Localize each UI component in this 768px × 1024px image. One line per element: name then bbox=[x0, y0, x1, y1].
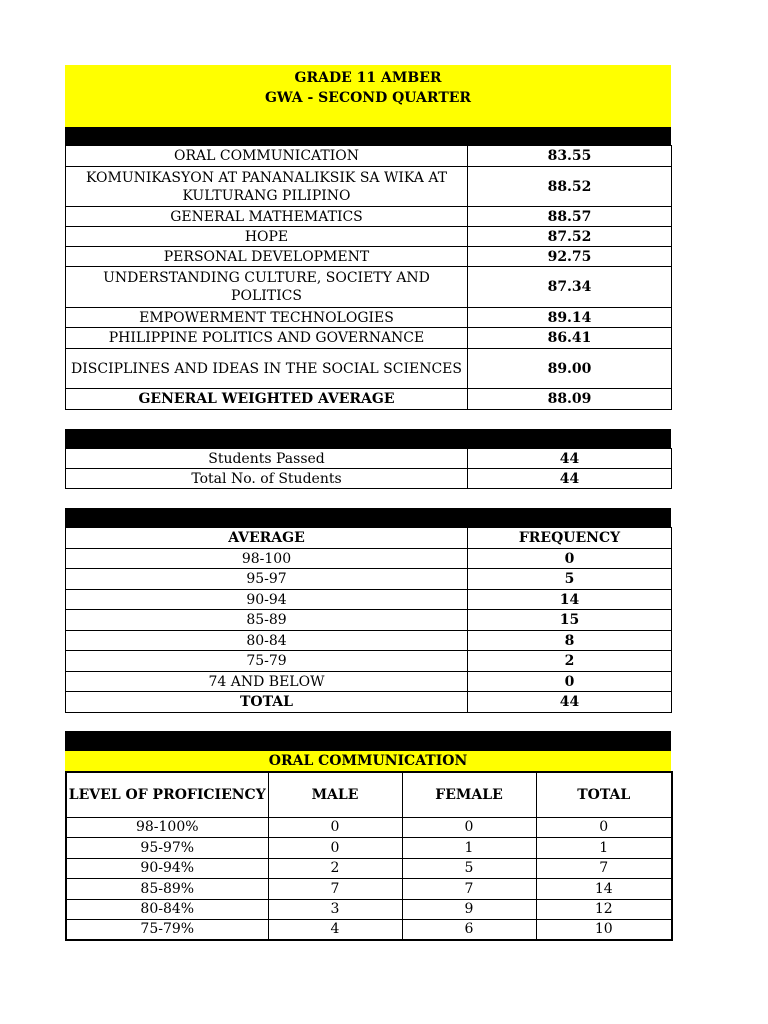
passing-table bbox=[65, 448, 672, 489]
gwa-value: 88.09 bbox=[468, 389, 672, 410]
subject-name: ORAL COMMUNICATION bbox=[66, 146, 468, 167]
frequency-row bbox=[66, 631, 672, 651]
subject-row bbox=[66, 146, 672, 167]
proficiency-header-row bbox=[66, 772, 672, 817]
frequency-count: 2 bbox=[468, 651, 672, 672]
gwa-label: GENERAL WEIGHTED AVERAGE bbox=[66, 389, 468, 410]
subject-row bbox=[66, 227, 672, 247]
gwa-row bbox=[66, 389, 672, 410]
passing-label: Students Passed bbox=[66, 449, 468, 469]
proficiency-male: 4 bbox=[268, 919, 402, 940]
report-title-line1: GRADE 11 AMBER bbox=[294, 70, 442, 86]
frequency-col-frequency: FREQUENCY bbox=[468, 528, 672, 549]
subject-grade: 89.00 bbox=[468, 349, 672, 389]
passing-value: 44 bbox=[468, 469, 672, 489]
subject-name: HOPE bbox=[66, 227, 468, 247]
frequency-col-average: AVERAGE bbox=[66, 528, 468, 549]
passing-label: Total No. of Students bbox=[66, 469, 468, 489]
proficiency-row bbox=[66, 919, 672, 940]
proficiency-level: 85-89% bbox=[66, 878, 268, 899]
proficiency-total: 1 bbox=[536, 837, 672, 858]
proficiency-row bbox=[66, 878, 672, 899]
frequency-total-row bbox=[66, 692, 672, 713]
proficiency-col-male: MALE bbox=[268, 772, 402, 817]
subject-row bbox=[66, 349, 672, 389]
subject-name: DISCIPLINES AND IDEAS IN THE SOCIAL SCIENCES bbox=[66, 349, 468, 389]
frequency-range: 85-89 bbox=[66, 610, 468, 631]
subject-name: PHILIPPINE POLITICS AND GOVERNANCE bbox=[66, 328, 468, 349]
report-title-line2: GWA - SECOND QUARTER bbox=[264, 90, 472, 106]
frequency-count: 8 bbox=[468, 631, 672, 651]
frequency-range: 74 AND BELOW bbox=[66, 672, 468, 692]
frequency-range: 90-94 bbox=[66, 590, 468, 610]
subject-row bbox=[66, 328, 672, 349]
subject-grade: 88.57 bbox=[468, 207, 672, 227]
subject-name: EMPOWERMENT TECHNOLOGIES bbox=[66, 308, 468, 328]
passing-value: 44 bbox=[468, 449, 672, 469]
subject-grade: 86.41 bbox=[468, 328, 672, 349]
frequency-count: 5 bbox=[468, 569, 672, 590]
frequency-range: 95-97 bbox=[66, 569, 468, 590]
proficiency-total: 10 bbox=[536, 919, 672, 940]
frequency-count: 0 bbox=[468, 549, 672, 569]
frequency-row bbox=[66, 590, 672, 610]
subject-row bbox=[66, 267, 672, 308]
subjects-table bbox=[65, 145, 672, 410]
proficiency-row bbox=[66, 899, 672, 919]
proficiency-level: 98-100% bbox=[66, 817, 268, 837]
subject-grade: 83.55 bbox=[468, 146, 672, 167]
subject-row bbox=[66, 308, 672, 328]
subject-row bbox=[66, 247, 672, 267]
frequency-range: 80-84 bbox=[66, 631, 468, 651]
frequency-row bbox=[66, 610, 672, 631]
proficiency-row bbox=[66, 837, 672, 858]
proficiency-level: 95-97% bbox=[66, 837, 268, 858]
proficiency-col-total: TOTAL bbox=[536, 772, 672, 817]
subject-grade: 92.75 bbox=[468, 247, 672, 267]
frequency-row bbox=[66, 651, 672, 672]
frequency-row bbox=[66, 672, 672, 692]
proficiency-subject-title: ORAL COMMUNICATION bbox=[65, 751, 671, 771]
subject-name: PERSONAL DEVELOPMENT bbox=[66, 247, 468, 267]
frequency-range: 75-79 bbox=[66, 651, 468, 672]
proficiency-male: 7 bbox=[268, 878, 402, 899]
proficiency-header-bar bbox=[65, 731, 671, 751]
proficiency-row bbox=[66, 817, 672, 837]
frequency-header-row bbox=[66, 528, 672, 549]
frequency-table bbox=[65, 527, 672, 713]
subject-grade: 87.52 bbox=[468, 227, 672, 247]
frequency-count: 0 bbox=[468, 672, 672, 692]
proficiency-female: 1 bbox=[402, 837, 536, 858]
proficiency-male: 2 bbox=[268, 858, 402, 878]
subject-grade: 88.52 bbox=[468, 167, 672, 207]
proficiency-level: 90-94% bbox=[66, 858, 268, 878]
passing-row bbox=[66, 469, 672, 489]
frequency-row bbox=[66, 549, 672, 569]
proficiency-total: 7 bbox=[536, 858, 672, 878]
subject-grade: 87.34 bbox=[468, 267, 672, 308]
proficiency-male: 0 bbox=[268, 837, 402, 858]
subject-name: GENERAL MATHEMATICS bbox=[66, 207, 468, 227]
frequency-row bbox=[66, 569, 672, 590]
subject-row bbox=[66, 207, 672, 227]
proficiency-female: 7 bbox=[402, 878, 536, 899]
passing-header-bar bbox=[65, 429, 671, 448]
proficiency-male: 0 bbox=[268, 817, 402, 837]
proficiency-level: 75-79% bbox=[66, 919, 268, 940]
proficiency-total: 14 bbox=[536, 878, 672, 899]
subject-grade: 89.14 bbox=[468, 308, 672, 328]
proficiency-female: 6 bbox=[402, 919, 536, 940]
frequency-range: 98-100 bbox=[66, 549, 468, 569]
frequency-total-value: 44 bbox=[468, 692, 672, 713]
proficiency-male: 3 bbox=[268, 899, 402, 919]
proficiency-total: 0 bbox=[536, 817, 672, 837]
proficiency-female: 9 bbox=[402, 899, 536, 919]
frequency-count: 14 bbox=[468, 590, 672, 610]
passing-row bbox=[66, 449, 672, 469]
frequency-total-label: TOTAL bbox=[66, 692, 468, 713]
report-title-box bbox=[65, 65, 671, 127]
proficiency-female: 5 bbox=[402, 858, 536, 878]
proficiency-total: 12 bbox=[536, 899, 672, 919]
proficiency-table bbox=[65, 771, 673, 941]
frequency-header-bar bbox=[65, 508, 671, 527]
subject-name: KOMUNIKASYON AT PANANALIKSIK SA WIKA AT KULTURANG PILIPINO bbox=[66, 167, 468, 207]
proficiency-col-female: FEMALE bbox=[402, 772, 536, 817]
frequency-count: 15 bbox=[468, 610, 672, 631]
subject-row bbox=[66, 167, 672, 207]
subjects-header-bar bbox=[65, 127, 671, 145]
proficiency-col-level: LEVEL OF PROFICIENCY bbox=[66, 772, 268, 817]
proficiency-level: 80-84% bbox=[66, 899, 268, 919]
proficiency-female: 0 bbox=[402, 817, 536, 837]
proficiency-row bbox=[66, 858, 672, 878]
subject-name: UNDERSTANDING CULTURE, SOCIETY AND POLITICS bbox=[66, 267, 468, 308]
